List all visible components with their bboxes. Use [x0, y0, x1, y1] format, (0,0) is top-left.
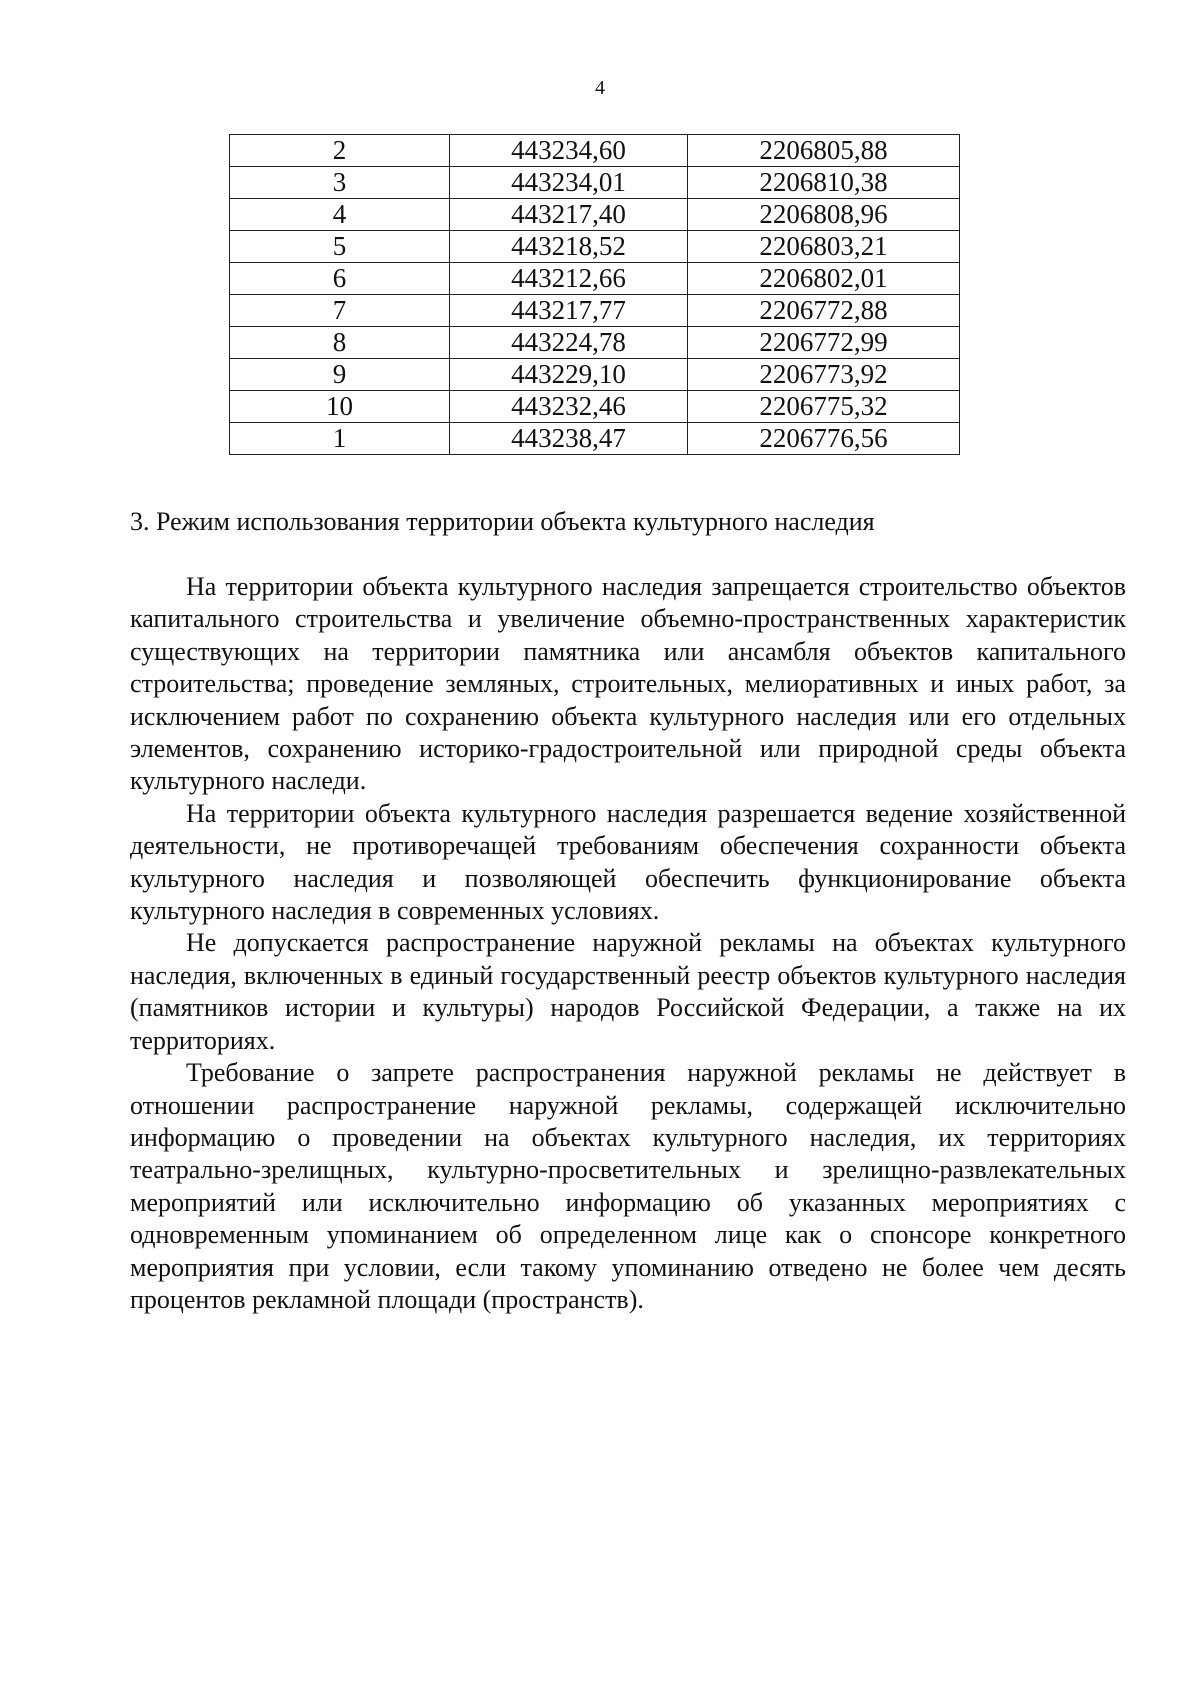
- x-coordinate-cell: 443234,60: [450, 135, 688, 167]
- y-coordinate-cell: 2206810,38: [688, 167, 960, 199]
- table-row: [230, 167, 960, 199]
- coordinates-table: [229, 134, 960, 455]
- table-row: [230, 295, 960, 327]
- point-number-cell: 9: [230, 359, 450, 391]
- y-coordinate-cell: 2206805,88: [688, 135, 960, 167]
- y-coordinate-cell: 2206808,96: [688, 199, 960, 231]
- point-number-cell: 4: [230, 199, 450, 231]
- point-number-cell: 7: [230, 295, 450, 327]
- x-coordinate-cell: 443218,52: [450, 231, 688, 263]
- y-coordinate-cell: 2206803,21: [688, 231, 960, 263]
- table-row: [230, 359, 960, 391]
- table-row: [230, 135, 960, 167]
- page-number: 4: [595, 77, 605, 99]
- point-number-cell: 10: [230, 391, 450, 423]
- point-number-cell: 2: [230, 135, 450, 167]
- x-coordinate-cell: 443232,46: [450, 391, 688, 423]
- x-coordinate-cell: 443224,78: [450, 327, 688, 359]
- table-row: [230, 423, 960, 455]
- table-row: [230, 263, 960, 295]
- x-coordinate-cell: 443217,40: [450, 199, 688, 231]
- paragraph-advertising-prohibition: Не допускается распространение наружной рекламы на объектах культурного наследия, включенных в единый государственный реестр объектов культурного наследия (памятников истории и культуры) народов Российской Федерации, а также на их территориях.: [130, 928, 1126, 1055]
- paragraph-economic-activity: На территории объекта культурного наследия разрешается ведение хозяйственной деятельности, не противоречащей требованиям обеспечения сохранности объекта культурного наследия и позволяющей обеспечить функционирование объекта культурного наследия в современных условиях.: [130, 798, 1126, 926]
- section-body: [130, 571, 1126, 1316]
- y-coordinate-cell: 2206772,88: [688, 295, 960, 327]
- point-number-cell: 5: [230, 231, 450, 263]
- y-coordinate-cell: 2206775,32: [688, 391, 960, 423]
- y-coordinate-cell: 2206802,01: [688, 263, 960, 295]
- table-row: [230, 199, 960, 231]
- x-coordinate-cell: 443229,10: [450, 359, 688, 391]
- point-number-cell: 3: [230, 167, 450, 199]
- y-coordinate-cell: 2206776,56: [688, 423, 960, 455]
- point-number-cell: 6: [230, 263, 450, 295]
- paragraph-advertising-exception: Требование о запрете распространения наружной рекламы не действует в отношении распространение наружной рекламы, содержащей исключительно информацию о проведении на объектах культурного наследия, их территориях театрально-зрелищных, культурно-просветительных и зрелищно-развлекательных мероприятий или исключительно информацию об указанных мероприятиях с одновременным упоминанием об определенном лице как о спонсоре конкретного мероприятия при условии, если такому упоминанию отведено не более чем десять процентов рекламной площади (пространств).: [130, 1058, 1126, 1314]
- y-coordinate-cell: 2206772,99: [688, 327, 960, 359]
- section-heading: 3. Режим использования территории объекта культурного наследия: [130, 507, 875, 536]
- point-number-cell: 8: [230, 327, 450, 359]
- x-coordinate-cell: 443217,77: [450, 295, 688, 327]
- x-coordinate-cell: 443212,66: [450, 263, 688, 295]
- y-coordinate-cell: 2206773,92: [688, 359, 960, 391]
- x-coordinate-cell: 443238,47: [450, 423, 688, 455]
- paragraph-construction-prohibition: На территории объекта культурного наследия запрещается строительство объектов капитального строительства и увеличение объемно-пространственных характеристик существующих на территории памятника или ансамбля объектов капитального строительства; проведение земляных, строительных, мелиоративных и иных работ, за исключением работ по сохранению объекта культурного наследия или его отдельных элементов, сохранению историко-градостроительной или природной среды объекта культурного наследи.: [130, 572, 1126, 796]
- table-row: [230, 327, 960, 359]
- table-row: [230, 231, 960, 263]
- x-coordinate-cell: 443234,01: [450, 167, 688, 199]
- table-row: [230, 391, 960, 423]
- point-number-cell: 1: [230, 423, 450, 455]
